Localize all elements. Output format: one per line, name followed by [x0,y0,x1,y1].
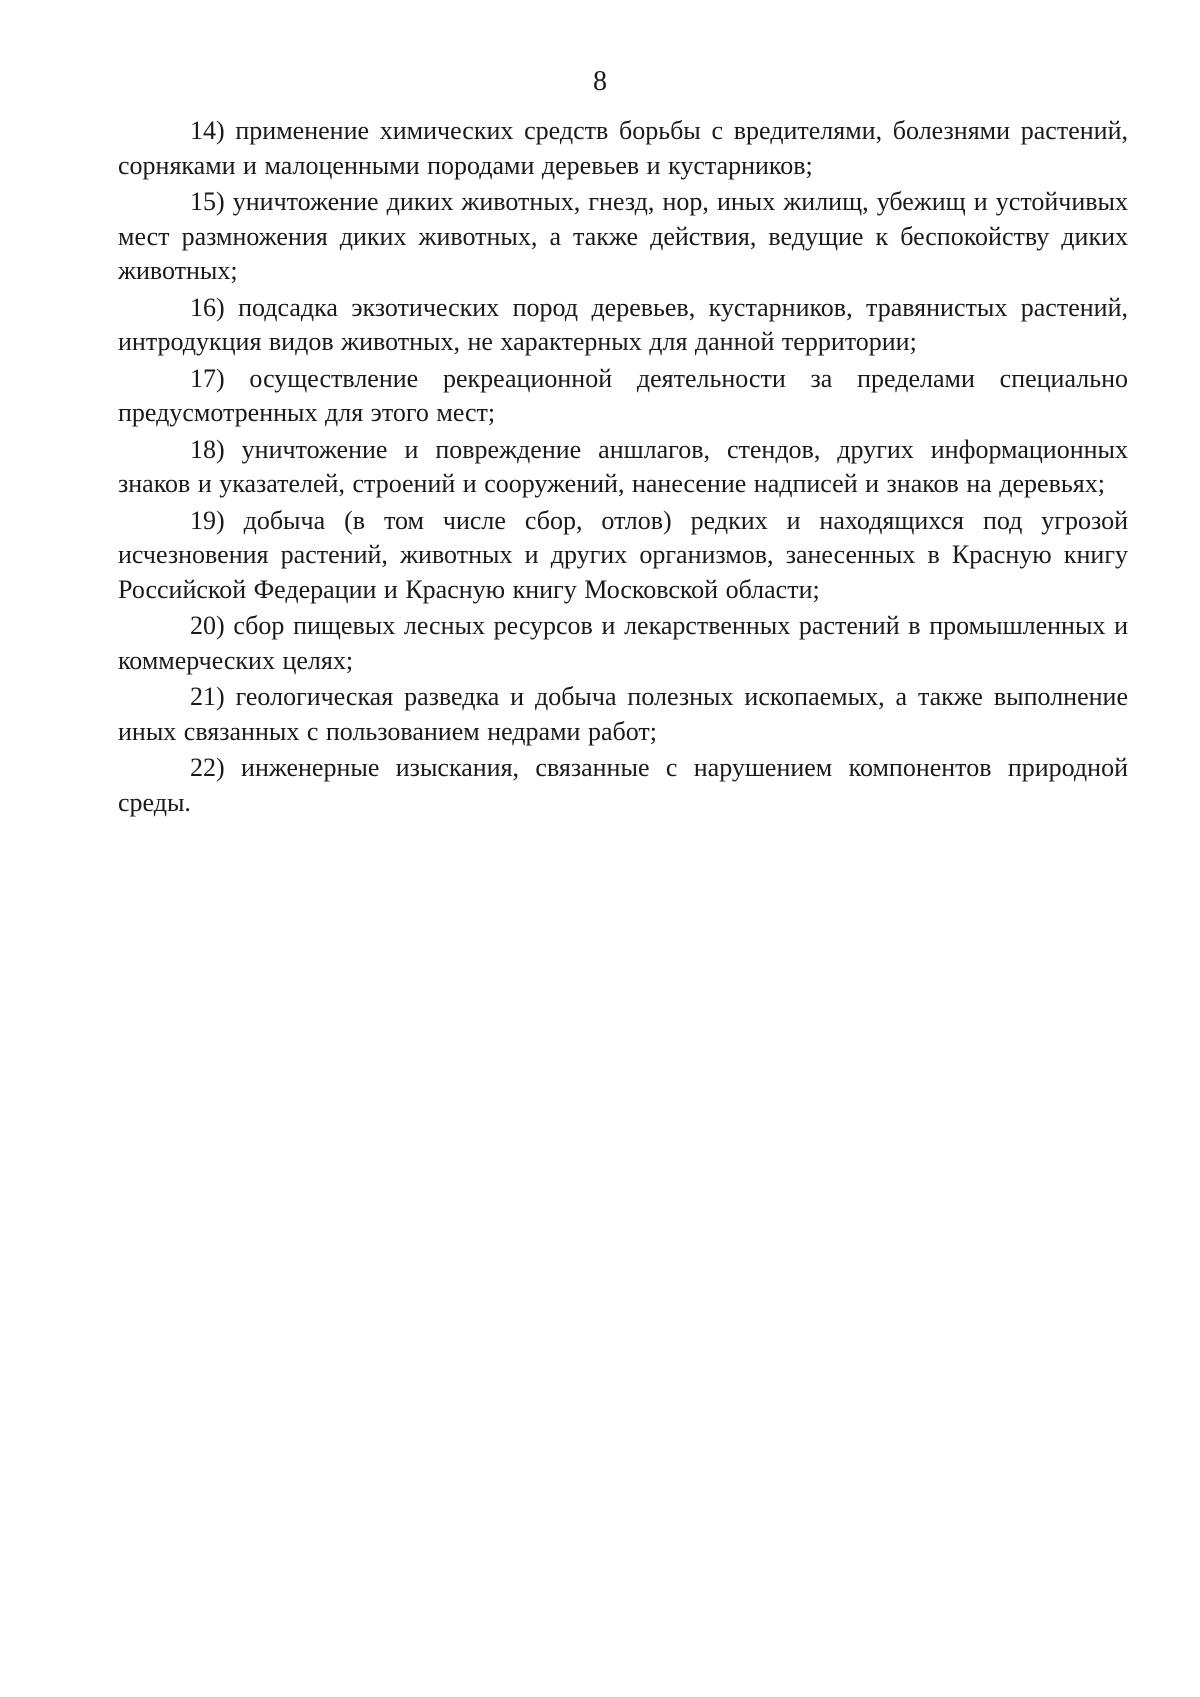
list-item: 19) добыча (в том числе сбор, отлов) редких и находящихся под угрозой исчезновения растений, животных и других организмов, занесенных в Красную книгу Российской Федерации и Красную книгу Московской области; [118,505,1128,604]
page-number: 8 [593,66,607,97]
list-item: 16) подсадка экзотических пород деревьев, кустарников, травянистых растений, интродукция видов животных, не характерных для данной территории; [118,292,1128,356]
list-item: 15) уничтожение диких животных, гнезд, нор, иных жилищ, убежищ и устойчивых мест размножения диких животных, а также действия, ведущие к беспокойству диких животных; [118,187,1128,285]
list-item: 20) сбор пищевых лесных ресурсов и лекарственных растений в промышленных и коммерческих целях; [118,611,1128,675]
list-item: 14) применение химических средств борьбы с вредителями, болезнями растений, сорняками и малоценными породами деревьев и кустарников; [118,116,1128,180]
prohibited-activities-list [118,114,1128,822]
list-item: 22) инженерные изыскания, связанные с нарушением компонентов природной среды. [118,753,1128,817]
list-item: 18) уничтожение и повреждение аншлагов, стендов, других информационных знаков и указателей, строений и сооружений, нанесение надписей и знаков на деревьях; [118,434,1128,498]
list-item: 21) геологическая разведка и добыча полезных ископаемых, а также выполнение иных связанных с пользованием недрами работ; [118,682,1128,746]
list-item: 17) осуществление рекреационной деятельности за пределами специально предусмотренных для этого мест; [118,363,1128,427]
